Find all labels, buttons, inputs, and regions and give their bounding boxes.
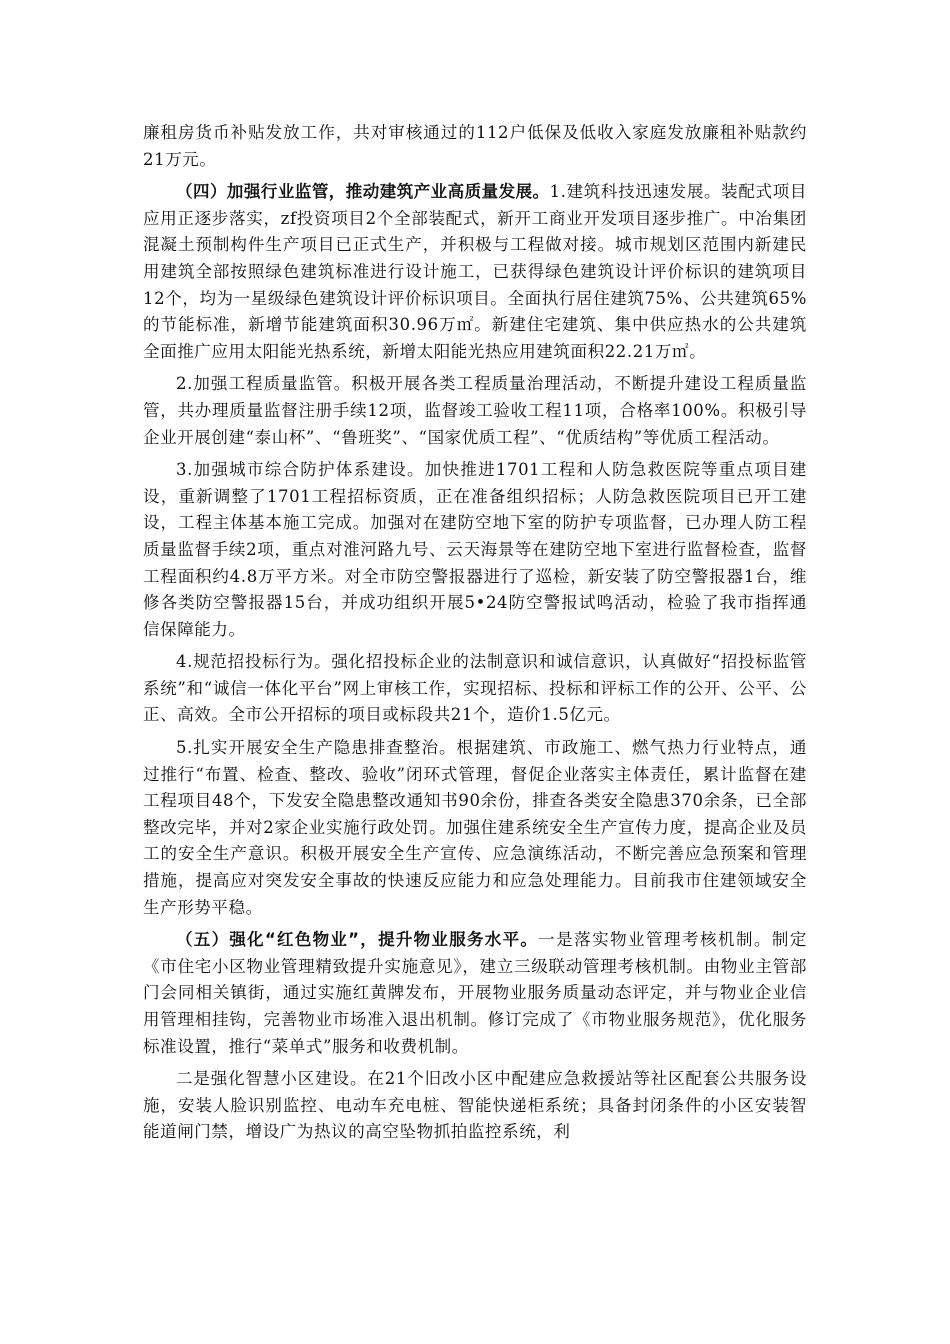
document-page [143,120,807,1152]
paragraph-text: 3.加强城市综合防护体系建设。加快推进1701工程和人防急救医院等重点项目建设，重新调整了1701工程招标资质，正在准备组织招标；人防急救医院项目已开工建设，工程主体基本施工完成。加强对在建防空地下室的防护专项监督，已办理人防工程质量监督手续2项，重点对淮河路九号、云天海景等在建防空地下室进行监督检查，监督工程面积约4.8万平方米。对全市防空警报器进行了巡检，新安装了防空警报器1台，维修各类防空警报器15台，并成功组织开展5•24防空警报试鸣活动，检验了我市指挥通信保障能力。 [143,460,807,639]
paragraph-quality-supervision [143,371,807,451]
paragraph-safety [143,735,807,921]
paragraph-continuation [143,120,807,173]
paragraph-text: 5.扎实开展安全生产隐患排查整治。根据建筑、市政施工、燃气热力行业特点，通过推行“布置、检查、整改、验收”闭环式管理，督促企业落实主体责任，累计监督在建工程项目48个，下发安全隐患整改通知书90余份，排查各类安全隐患370余条，已全部整改完毕，并对2家企业实施行政处罚。加强住建系统安全生产宣传力度，提高企业及员工的安全生产意识。积极开展安全生产宣传、应急演练活动，不断完善应急预案和管理措施，提高应对突发安全事故的快速反应能力和应急处理能力。目前我市住建领域安全生产形势平稳。 [143,738,807,917]
paragraph-section-four [143,179,807,365]
section-heading: （四）加强行业监管，推动建筑产业高质量发展。 [176,182,550,202]
paragraph-text: 二是强化智慧小区建设。在21个旧改小区中配建应急救援站等社区配套公共服务设施，安装人脸识别监控、电动车充电桩、智能快递柜系统；具备封闭条件的小区安装智能道闸门禁，增设广为热议的高空坠物抓拍监控系统，利 [143,1069,807,1142]
paragraph-text: 2.加强工程质量监管。积极开展各类工程质量治理活动，不断提升建设工程质量监管，共办理质量监督注册手续12项，监督竣工验收工程11项，合格率100%。积极引导企业开展创建“泰山杯”、“鲁班奖”、“国家优质工程”、“优质结构”等优质工程活动。 [143,374,807,447]
paragraph-section-five [143,927,807,1060]
paragraph-smart-community [143,1066,807,1146]
paragraph-text: 1.建筑科技迅速发展。装配式项目应用正逐步落实，zf投资项目2个全部装配式，新开工商业开发项目逐步推广。中冶集团混凝土预制构件生产项目已正式生产，并积极与工程做对接。城市规划区范围内新建民用建筑全部按照绿色建筑标准进行设计施工，已获得绿色建筑设计评价标识的建筑项目12个，均为一星级绿色建筑设计评价标识项目。全面执行居住建筑75%、公共建筑65%的节能标准，新增节能建筑面积30.96万㎡。新建住宅建筑、集中供应热水的公共建筑全面推广应用太阳能光热系统，新增太阳能光热应用建筑面积22.21万㎡。 [143,182,807,361]
paragraph-text: 一是落实物业管理考核机制。制定《市住宅小区物业管理精致提升实施意见》，建立三级联动管理考核机制。由物业主管部门会同相关镇街，通过实施红黄牌发布，开展物业服务质量动态评定，并与物业企业信用管理相挂钩，完善物业市场准入退出机制。修订完成了《市物业服务规范》，优化服务标准设置，推行“菜单式”服务和收费机制。 [143,930,808,1056]
section-heading: （五）强化“红色物业”，提升物业服务水平。 [176,930,539,950]
paragraph-civil-defense [143,457,807,643]
paragraph-text: 4.规范招投标行为。强化招投标企业的法制意识和诚信意识，认真做好“招投标监管系统”和“诚信一体化平台”网上审核工作，实现招标、投标和评标工作的公开、公平、公正、高效。全市公开招标的项目或标段共21个，造价1.5亿元。 [143,652,807,725]
paragraph-text: 廉租房货币补贴发放工作，共对审核通过的112户低保及低收入家庭发放廉租补贴款约21万元。 [143,123,807,169]
paragraph-bidding [143,649,807,729]
